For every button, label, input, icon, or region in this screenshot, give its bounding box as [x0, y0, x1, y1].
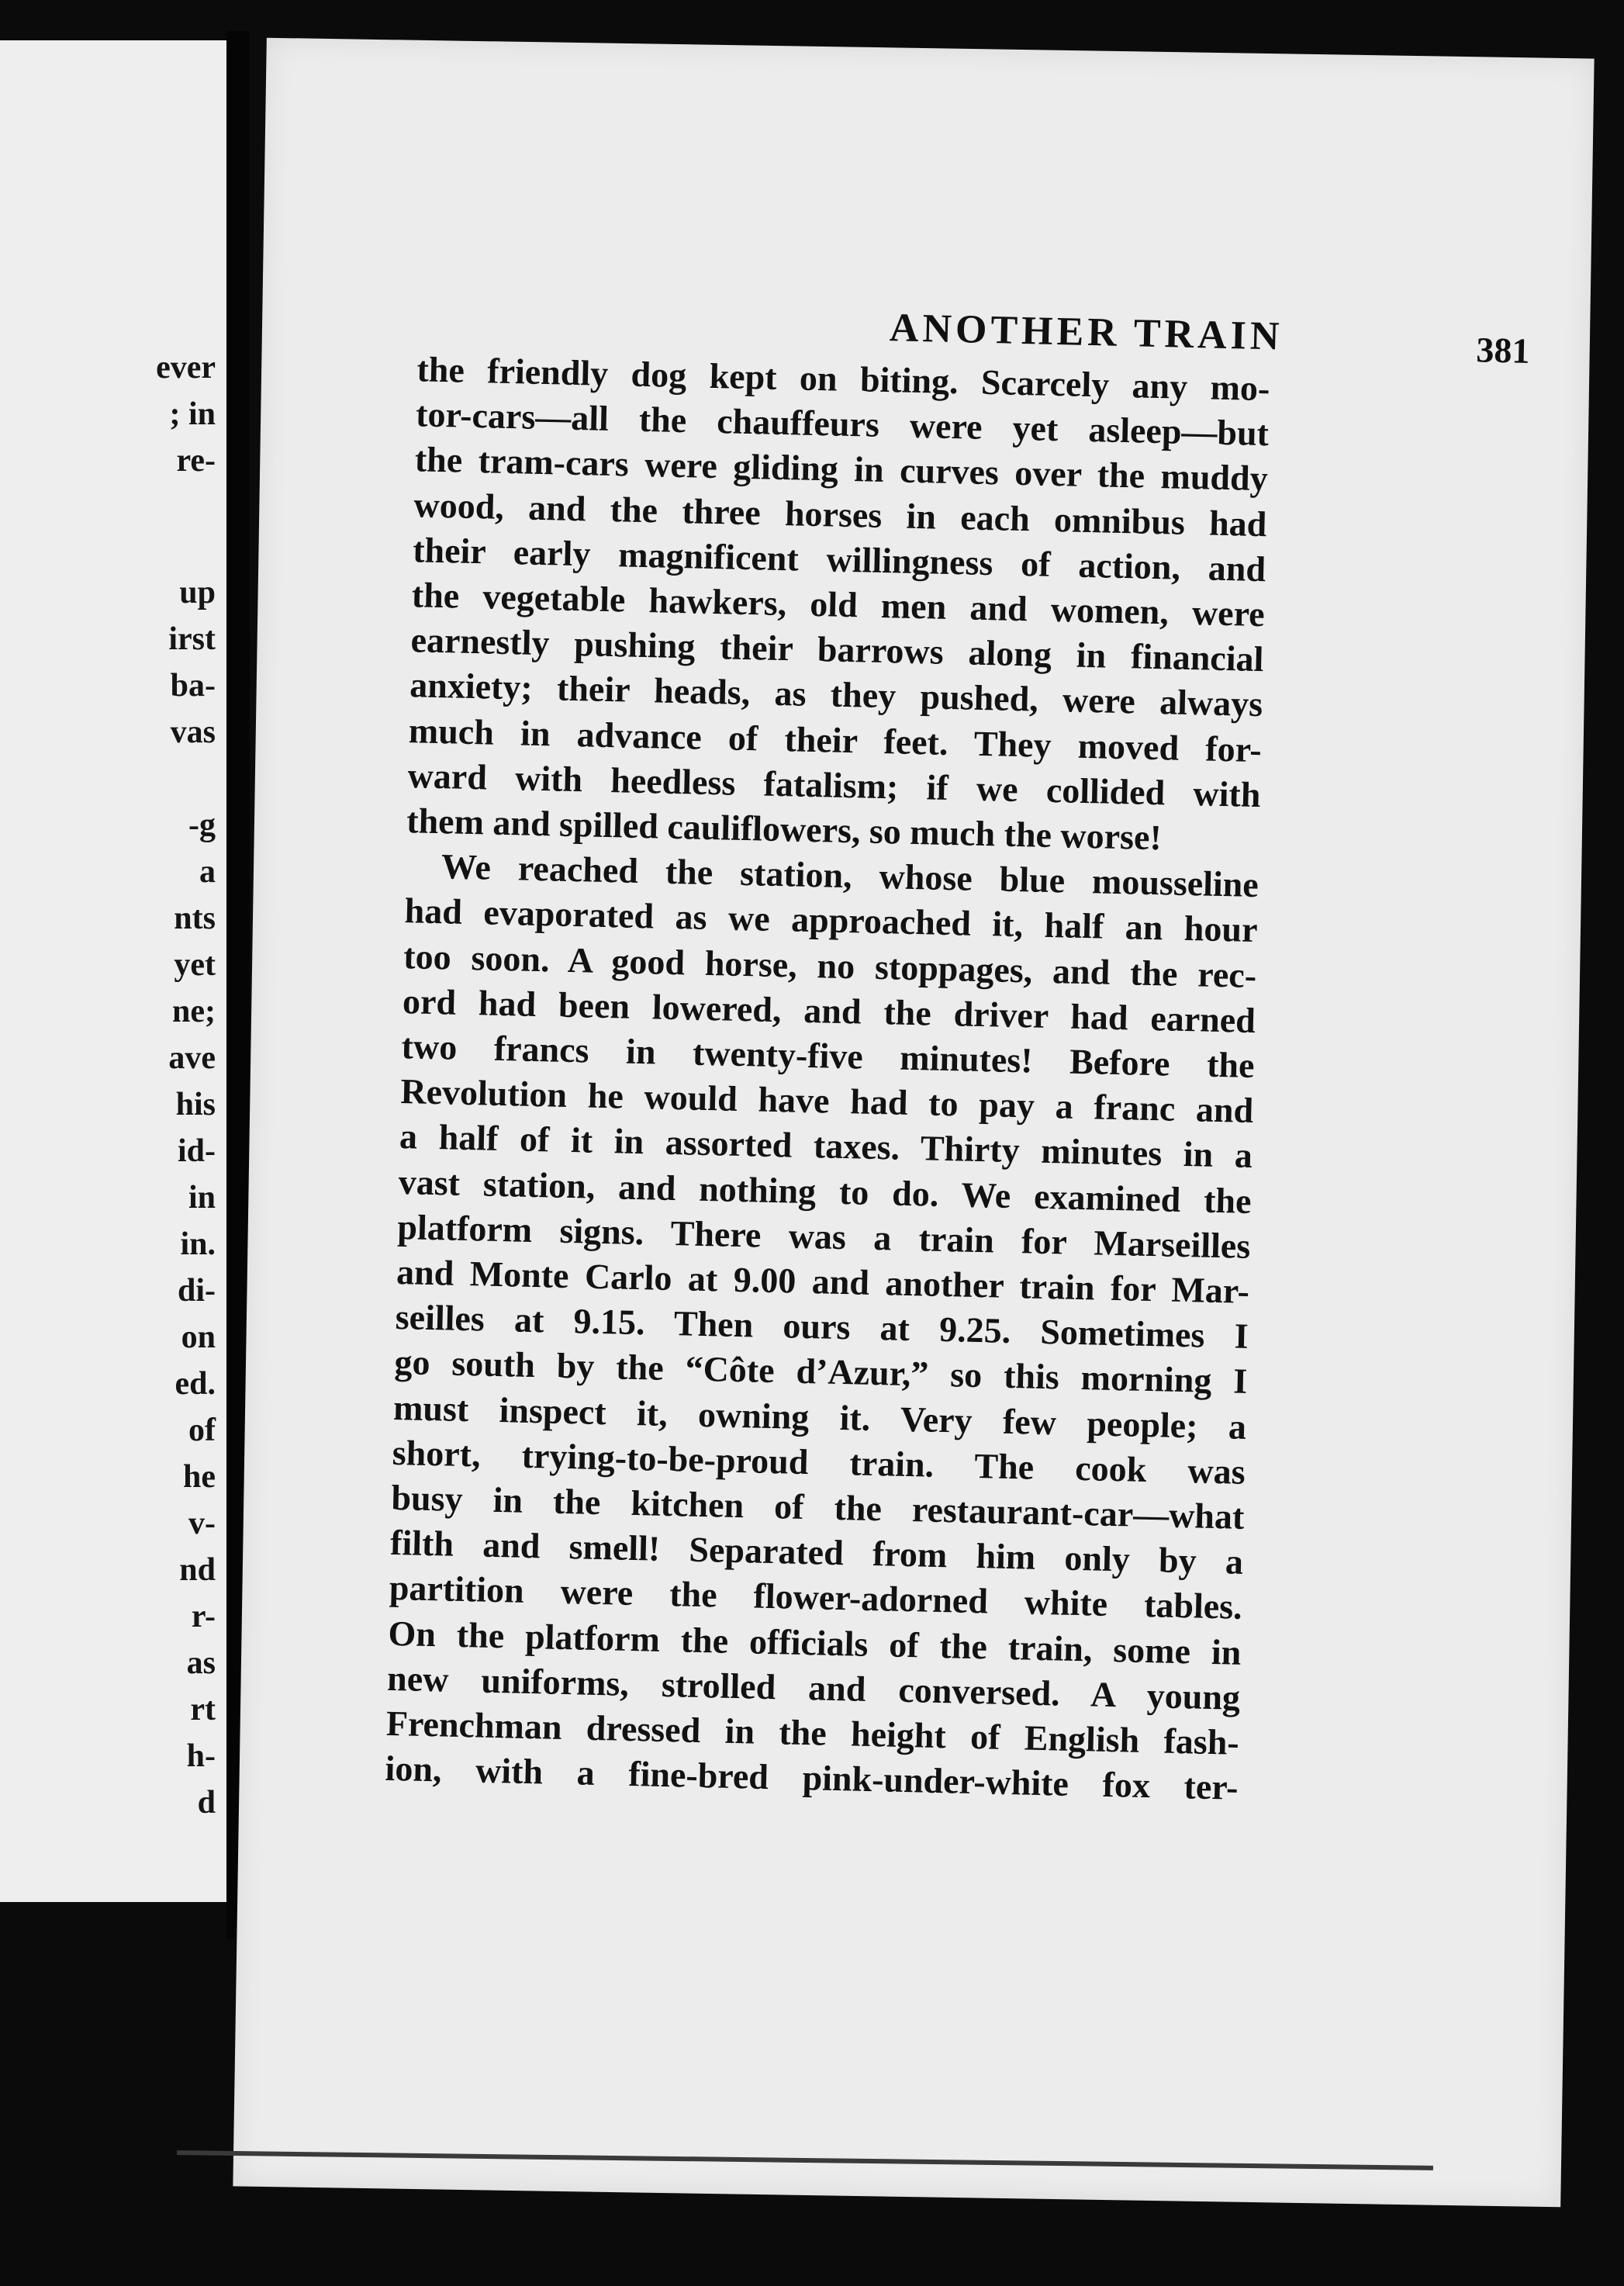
left-page-fragment: he: [183, 1459, 216, 1495]
text-line: tor-cars—all the chauffeurs were yet asleep—but: [415, 394, 1270, 454]
text-line: anxiety; their heads, as they pushed, were always: [409, 665, 1263, 725]
text-line: had evaporated as we approached it, half an hour: [404, 891, 1259, 950]
left-page-fragment: nd: [179, 1552, 216, 1588]
left-page-fragment: r-: [191, 1599, 216, 1634]
left-page-edge: [0, 40, 226, 1902]
left-page-fragment: his: [175, 1087, 216, 1122]
text-line: We reached the station, whose blue mousseline: [441, 846, 1259, 905]
left-page-fragment: on: [181, 1319, 216, 1355]
text-line: their early magnificent willingness of action, and: [412, 530, 1266, 589]
text-line: On the platform the officials of the train, some in: [388, 1613, 1242, 1672]
left-page-fragment: as: [186, 1645, 216, 1681]
text-line: ion, with a fine-bred pink-under-white fox ter-: [385, 1748, 1239, 1808]
text-line: earnestly pushing their barrows along in financial: [410, 620, 1264, 680]
text-line: a half of it in assorted taxes. Thirty minutes in a: [399, 1116, 1253, 1176]
text-line: must inspect it, owning it. Very few people; a: [392, 1387, 1247, 1447]
left-page-fragment: ; in: [169, 396, 216, 432]
text-line: two francs in twenty-five minutes! Before the: [401, 1026, 1256, 1086]
left-page-fragment: irst: [168, 621, 216, 657]
left-page-fragment: v-: [188, 1506, 216, 1541]
left-page-fragment: rt: [190, 1692, 216, 1727]
left-page-fragment: a: [199, 854, 216, 890]
left-page-fragment: h-: [186, 1738, 216, 1774]
text-line: new uniforms, strolled and conversed. A young: [386, 1658, 1241, 1717]
left-page-fragment: nts: [174, 901, 216, 936]
text-line: partition were the flower-adorned white tables.: [389, 1568, 1243, 1627]
left-page-fragment: of: [188, 1413, 216, 1448]
text-line: ward with heedless fatalism; if we collided with: [407, 755, 1261, 814]
text-line: and Monte Carlo at 9.00 and another train for Mar-: [396, 1252, 1250, 1312]
left-page-fragment: ave: [168, 1040, 216, 1076]
left-page-fragment: d: [197, 1785, 216, 1821]
page-number: 381: [1475, 330, 1531, 371]
text-line: the tram-cars were gliding in curves over the muddy: [414, 439, 1269, 499]
page-content: [221, 33, 1597, 2212]
text-line: ord had been lowered, and the driver had earned: [402, 980, 1256, 1040]
left-page-fragment: in.: [180, 1226, 216, 1262]
text-line: filth and smell! Separated from him only by a: [389, 1523, 1244, 1582]
running-title: ANOTHER TRAIN: [889, 306, 1284, 359]
left-page-fragment: -g: [188, 808, 216, 843]
text-line: busy in the kitchen of the restaurant-car—what: [390, 1478, 1245, 1537]
left-page-fragment: ed.: [174, 1366, 216, 1402]
text-line: seilles at 9.15. Then ours at 9.25. Sometimes I: [395, 1297, 1249, 1357]
text-line: them and spilled cauliflowers, so much the worse!: [406, 801, 1163, 858]
body-text: [385, 347, 1270, 1810]
text-line: vast station, and nothing to do. We examined the: [398, 1161, 1253, 1221]
left-page-fragment: di-: [177, 1273, 216, 1309]
text-line: Revolution he would have had to pay a franc and: [399, 1071, 1254, 1131]
left-page-fragment: id-: [177, 1133, 216, 1169]
text-line: wood, and the three horses in each omnibus had: [413, 484, 1267, 544]
left-page-fragment: vas: [170, 714, 216, 750]
text-line: too soon. A good horse, no stoppages, and the rec-: [403, 935, 1257, 995]
text-line: platform signs. There was a train for Marseilles: [396, 1206, 1251, 1266]
text-line: go south by the “Côte d’Azur,” so this morning I: [393, 1342, 1248, 1402]
text-line: the friendly dog kept on biting. Scarcely any mo-: [416, 349, 1270, 409]
text-line: the vegetable hawkers, old men and women, were: [411, 575, 1266, 635]
left-page-fragment: ba-: [170, 668, 216, 704]
text-line: short, trying-to-be-proud train. The cook was: [392, 1432, 1246, 1492]
left-page-fragment: up: [179, 575, 216, 610]
left-page-fragment: ever: [156, 350, 216, 386]
left-page-fragment: ne;: [172, 994, 216, 1029]
text-line: much in advance of their feet. They moved for-: [408, 710, 1263, 769]
left-page-fragment: re-: [176, 443, 216, 479]
text-line: Frenchman dressed in the height of English fash-: [385, 1703, 1240, 1762]
left-page-fragment: yet: [174, 947, 216, 983]
left-page-fragment: in: [188, 1180, 216, 1216]
